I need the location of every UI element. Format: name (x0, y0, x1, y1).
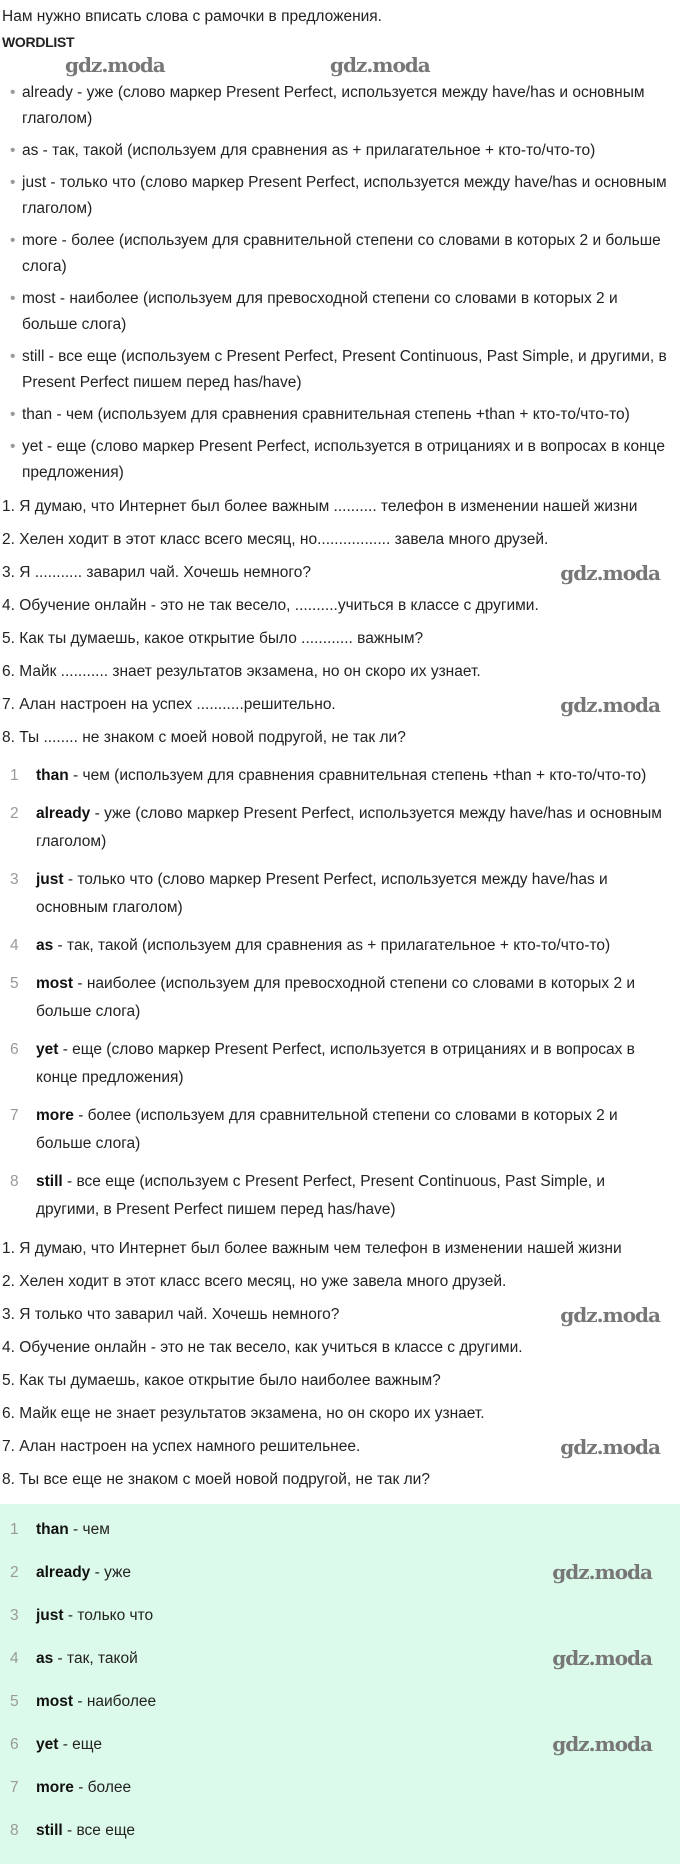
intro-text: Нам нужно вписать слова с рамочки в предложения. (2, 8, 382, 25)
answer-item (10, 1508, 672, 1551)
answer-text (36, 1602, 153, 1630)
answer-word: most (36, 1692, 74, 1710)
answer-number: 2 (10, 805, 19, 822)
answer-meaning: - так, такой (53, 1649, 138, 1667)
question-line: 8. Ты ........ не знаком с моей новой подругой, не так ли? (2, 729, 406, 746)
answer-number: 1 (10, 767, 19, 784)
answers-detailed (0, 762, 680, 1224)
answer-text (36, 1688, 156, 1716)
answer-text (36, 1731, 102, 1759)
question-line: 3. Я ........... заварил чай. Хочешь немного? gdz.moda (2, 561, 660, 585)
answer-text (36, 1774, 131, 1802)
wordlist-item: • yet - еще (слово маркер Present Perfect, используется в отрицаниях и в вопросах в конце предложения) (22, 434, 670, 486)
answer-word: more (36, 1107, 74, 1124)
answer-item (10, 1036, 672, 1092)
answer-meaning: - еще (58, 1735, 102, 1753)
filled-sentence: 3. Я только что заварил чай. Хочешь немного? gdz.moda (2, 1303, 660, 1327)
answer-meaning: - наиболее (73, 1692, 157, 1710)
filled-sentence: 6. Майк еще не знает результатов экзамена, но он скоро их узнает. (2, 1405, 485, 1422)
answer-meaning: - более (используем для сравнительной степени со словами в которых 2 и больше слога) (36, 1107, 618, 1152)
watermark: gdz.moda (330, 53, 430, 77)
answer-item (10, 866, 672, 922)
answer-word: still (36, 1173, 63, 1190)
answer-number: 1 (10, 1520, 19, 1538)
answer-number: 2 (10, 1563, 19, 1581)
answer-box (0, 1504, 680, 1864)
answer-item (10, 1723, 672, 1766)
answer-word: already (36, 805, 91, 822)
answer-meaning: - уже (90, 1563, 131, 1581)
wordlist-item: • more - более (используем для сравнительной степени со словами в которых 2 и больше слога) (22, 228, 670, 280)
answer-number: 7 (10, 1778, 19, 1796)
answer-number: 3 (10, 871, 19, 888)
answer-number: 7 (10, 1107, 19, 1124)
answer-text (36, 1036, 672, 1092)
answer-meaning: - чем (68, 1520, 110, 1538)
answer-item (10, 932, 672, 960)
wordlist-item: • as - так, такой (используем для сравнения as + прилагательное + кто-то/что-то) (22, 138, 670, 164)
wordlist-item: • already - уже (слово маркер Present Perfect, используется между have/has и основным глаголом) (22, 80, 670, 132)
watermark: gdz.moda (560, 561, 660, 585)
watermark: gdz.moda (552, 1646, 652, 1670)
watermark: gdz.moda (560, 693, 660, 717)
answer-meaning: - более (73, 1778, 132, 1796)
answer-word: as (36, 937, 54, 954)
answer-item (10, 970, 672, 1026)
filled-sentence: 1. Я думаю, что Интернет был более важным чем телефон в изменении нашей жизни (2, 1240, 622, 1257)
watermark: gdz.moda (65, 53, 165, 77)
watermark: gdz.moda (560, 1303, 660, 1327)
wordlist-title: WORDLIST (2, 34, 75, 50)
answer-item (10, 1680, 672, 1723)
filled-sentences (0, 1234, 680, 1498)
answer-text (36, 1102, 672, 1158)
answer-word: than (36, 1520, 69, 1538)
answer-meaning: - только что (63, 1606, 154, 1624)
answer-meaning: - только что (слово маркер Present Perfect, используется между have/has и основным глаголом) (36, 871, 608, 916)
filled-sentence: 5. Как ты думаешь, какое открытие было наиболее важным? (2, 1372, 441, 1389)
answer-meaning: - все еще (используем с Present Perfect, Present Continuous, Past Simple, и другими, в Present Perfect пишем перед has/have) (36, 1173, 606, 1218)
questions (0, 492, 680, 756)
answer-text (36, 762, 646, 790)
answer-word: more (36, 1778, 74, 1796)
answer-meaning: - так, такой (используем для сравнения as + прилагательное + кто-то/что-то) (53, 937, 611, 954)
answer-word: already (36, 1563, 91, 1581)
answer-text (36, 1168, 672, 1224)
answer-text (36, 866, 672, 922)
answer-text (36, 1516, 110, 1544)
answer-meaning: - еще (слово маркер Present Perfect, используется в отрицаниях и в вопросах в конце предложения) (36, 1041, 635, 1086)
answer-item (10, 1102, 672, 1158)
answer-number: 5 (10, 1692, 19, 1710)
answer-number: 4 (10, 1649, 19, 1667)
answer-word: than (36, 767, 69, 784)
answer-item (10, 1637, 672, 1680)
answer-meaning: - наиболее (используем для превосходной степени со словами в которых 2 и больше слога) (36, 975, 636, 1020)
filled-sentence: 8. Ты все еще не знаком с моей новой подругой, не так ли? (2, 1471, 430, 1488)
answers-short (0, 1508, 680, 1852)
answer-text (36, 932, 610, 960)
watermark: gdz.moda (560, 1435, 660, 1459)
answer-item (10, 800, 672, 856)
answer-word: just (36, 1606, 64, 1624)
answer-word: most (36, 975, 74, 992)
answer-word: yet (36, 1041, 59, 1058)
wordlist-item: • just - только что (слово маркер Present Perfect, используется между have/has и основным глаголом) (22, 170, 670, 222)
answer-text (36, 1559, 131, 1587)
answer-number: 6 (10, 1735, 19, 1753)
answer-number: 3 (10, 1606, 19, 1624)
wordlist-item: • still - все еще (используем с Present Perfect, Present Continuous, Past Simple, и другими, в Present Perfect пишем перед has/have) (22, 344, 670, 396)
answer-word: yet (36, 1735, 59, 1753)
wordlist-item: • most - наиболее (используем для превосходной степени со словами в которых 2 и больше слога) (22, 286, 670, 338)
question-line: 6. Майк ........... знает результатов экзамена, но он скоро их узнает. (2, 663, 481, 680)
wordlist (0, 80, 680, 486)
answer-number: 5 (10, 975, 19, 992)
answer-text (36, 800, 672, 856)
answer-item (10, 1594, 672, 1637)
answer-item (10, 762, 672, 790)
question-line: 4. Обучение онлайн - это не так весело, ..........учиться в классе с другими. (2, 597, 539, 614)
answer-number: 8 (10, 1173, 19, 1190)
answer-text (36, 970, 672, 1026)
answer-item (10, 1551, 672, 1594)
answer-word: as (36, 1649, 54, 1667)
watermark: gdz.moda (552, 1560, 652, 1584)
answer-word: just (36, 871, 64, 888)
question-line: 7. Алан настроен на успех ...........решительно. gdz.moda (2, 693, 660, 717)
answer-meaning: - чем (используем для сравнения сравнительная степень +than + кто-то/что-то) (68, 767, 647, 784)
answer-text (36, 1645, 138, 1673)
watermark-row (0, 50, 680, 80)
answer-meaning: - все еще (62, 1821, 136, 1839)
answer-item (10, 1809, 672, 1852)
answer-number: 6 (10, 1041, 19, 1058)
filled-sentence: 7. Алан настроен на успех намного решительнее. gdz.moda (2, 1435, 660, 1459)
question-line: 2. Хелен ходит в этот класс всего месяц, но................. завела много друзей. (2, 531, 549, 548)
answer-meaning: - уже (слово маркер Present Perfect, используется между have/has и основным глаголом) (36, 805, 662, 850)
question-line: 5. Как ты думаешь, какое открытие было ............ важным? (2, 630, 424, 647)
watermark: gdz.moda (552, 1732, 652, 1756)
answer-word: still (36, 1821, 63, 1839)
filled-sentence: 2. Хелен ходит в этот класс всего месяц, но уже завела много друзей. (2, 1273, 507, 1290)
answer-number: 4 (10, 937, 19, 954)
filled-sentence: 4. Обучение онлайн - это не так весело, как учиться в классе с другими. (2, 1339, 523, 1356)
answer-item (10, 1766, 672, 1809)
answer-number: 8 (10, 1821, 19, 1839)
question-line: 1. Я думаю, что Интернет был более важным .......... телефон в изменении нашей жизни (2, 498, 638, 515)
wordlist-item: • than - чем (используем для сравнения сравнительная степень +than + кто-то/что-то) (22, 402, 670, 428)
answer-item (10, 1168, 672, 1224)
answer-text (36, 1817, 135, 1845)
